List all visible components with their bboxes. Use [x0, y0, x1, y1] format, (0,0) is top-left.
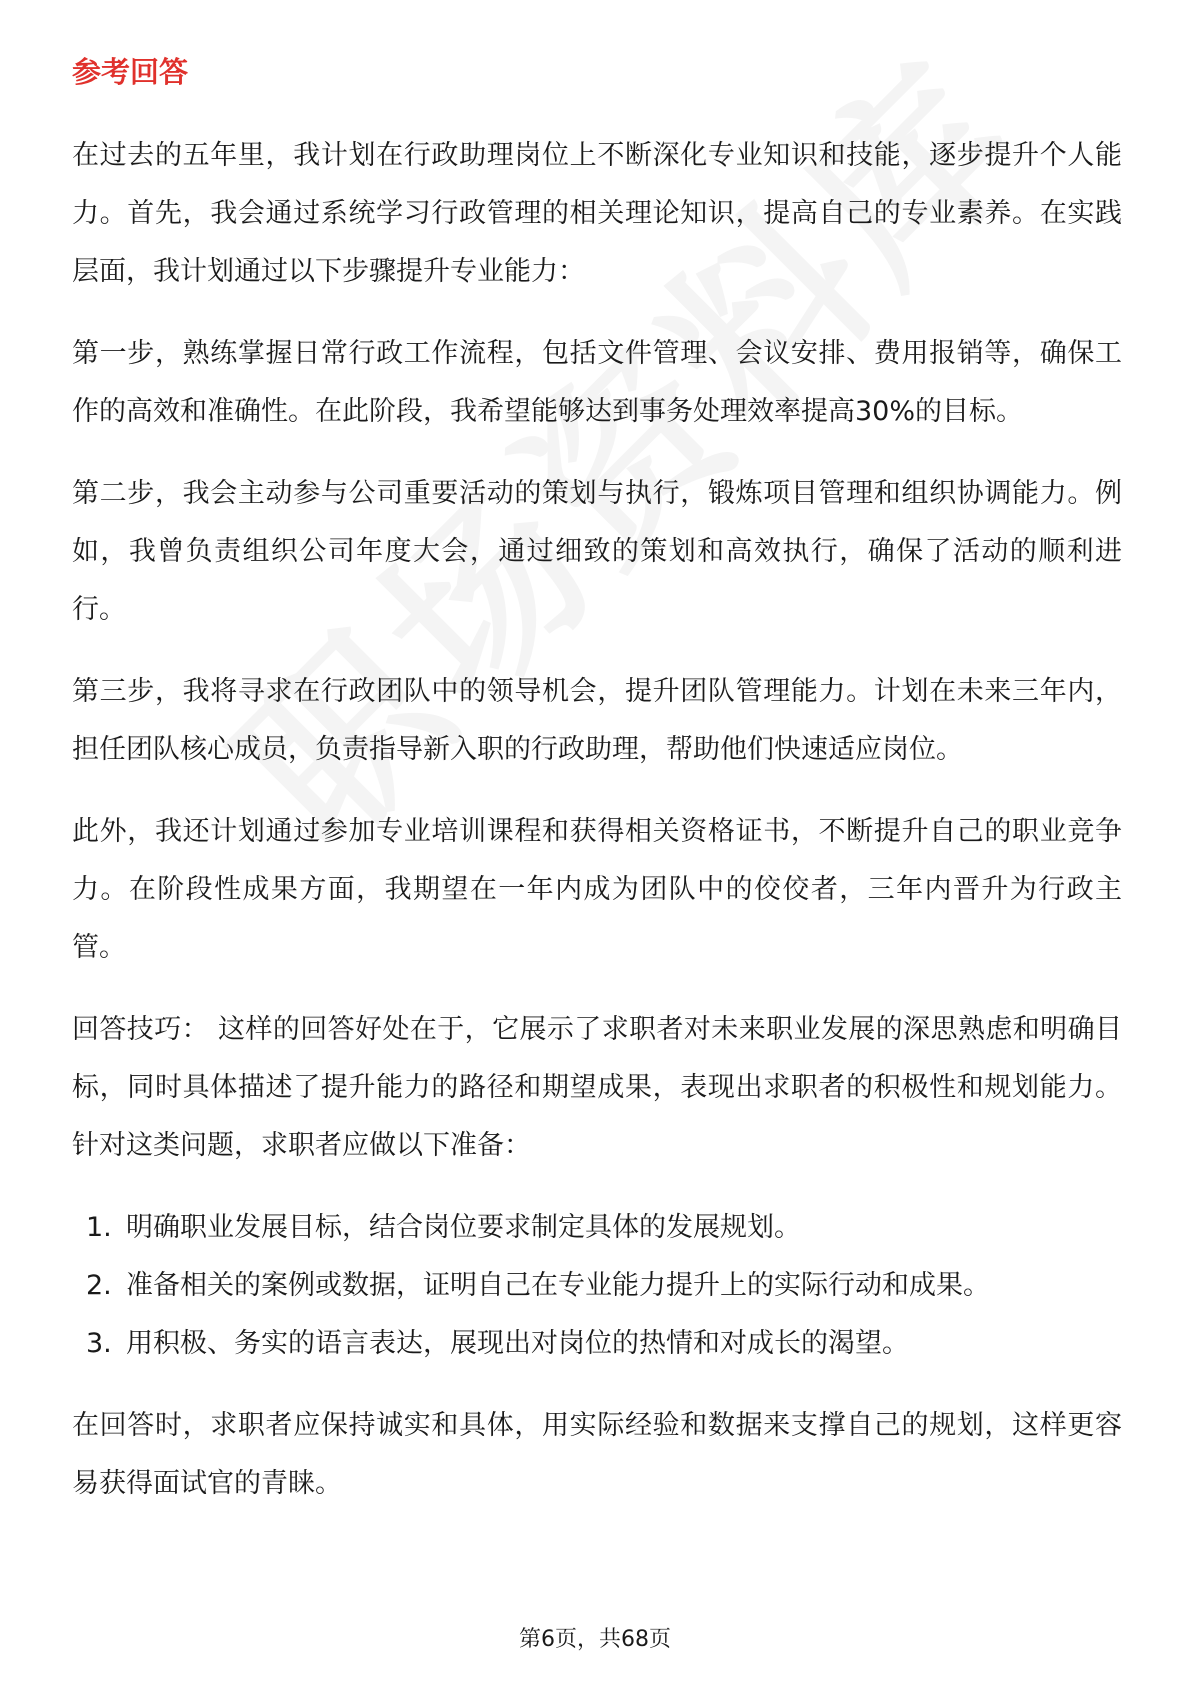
paragraph-step-three: 第三步，我将寻求在行政团队中的领导机会，提升团队管理能力。计划在未来三年内，担任团队核心成员，负责指导新入职的行政助理，帮助他们快速适应岗位。: [72, 675, 1122, 765]
paragraph-tips: 回答技巧： 这样的回答好处在于，它展示了求职者对未来职业发展的深思熟虑和明确目标，同时具体描述了提升能力的路径和期望成果，表现出求职者的积极性和规划能力。针对这类问题，求职者应做以下准备：: [72, 1013, 1122, 1161]
list-item-text: 准备相关的案例或数据，证明自己在专业能力提升上的实际行动和成果。: [126, 1269, 990, 1301]
paragraph-additional: 此外，我还计划通过参加专业培训课程和获得相关资格证书，不断提升自己的职业竞争力。在阶段性成果方面，我期望在一年内成为团队中的佼佼者，三年内晋升为行政主管。: [72, 815, 1122, 963]
list-item-text: 用积极、务实的语言表达，展现出对岗位的热情和对成长的渴望。: [126, 1327, 909, 1359]
list-item: [72, 1315, 1122, 1373]
page-number: 第6页，共68页: [519, 1627, 671, 1652]
preparation-list: [72, 1199, 1122, 1373]
paragraph-intro: 在过去的五年里，我计划在行政助理岗位上不断深化专业知识和技能，逐步提升个人能力。首先，我会通过系统学习行政管理的相关理论知识，提高自己的专业素养。在实践层面，我计划通过以下步骤提升专业能力：: [72, 139, 1122, 287]
paragraph-closing: 在回答时，求职者应保持诚实和具体，用实际经验和数据来支撑自己的规划，这样更容易获得面试官的青睐。: [72, 1409, 1122, 1499]
section-title: 参考回答: [72, 55, 189, 89]
list-item-number: 2.: [86, 1269, 112, 1301]
list-item: [72, 1257, 1122, 1315]
list-item: [72, 1199, 1122, 1257]
paragraph-step-one: 第一步，熟练掌握日常行政工作流程，包括文件管理、会议安排、费用报销等，确保工作的高效和准确性。在此阶段，我希望能够达到事务处理效率提高30%的目标。: [72, 337, 1122, 427]
document-body: [72, 44, 1122, 1537]
list-item-number: 1.: [86, 1211, 112, 1243]
paragraph-step-two: 第二步，我会主动参与公司重要活动的策划与执行，锻炼项目管理和组织协调能力。例如，我曾负责组织公司年度大会，通过细致的策划和高效执行，确保了活动的顺利进行。: [72, 477, 1122, 625]
list-item-number: 3.: [86, 1327, 112, 1359]
list-item-text: 明确职业发展目标，结合岗位要求制定具体的发展规划。: [126, 1211, 801, 1243]
